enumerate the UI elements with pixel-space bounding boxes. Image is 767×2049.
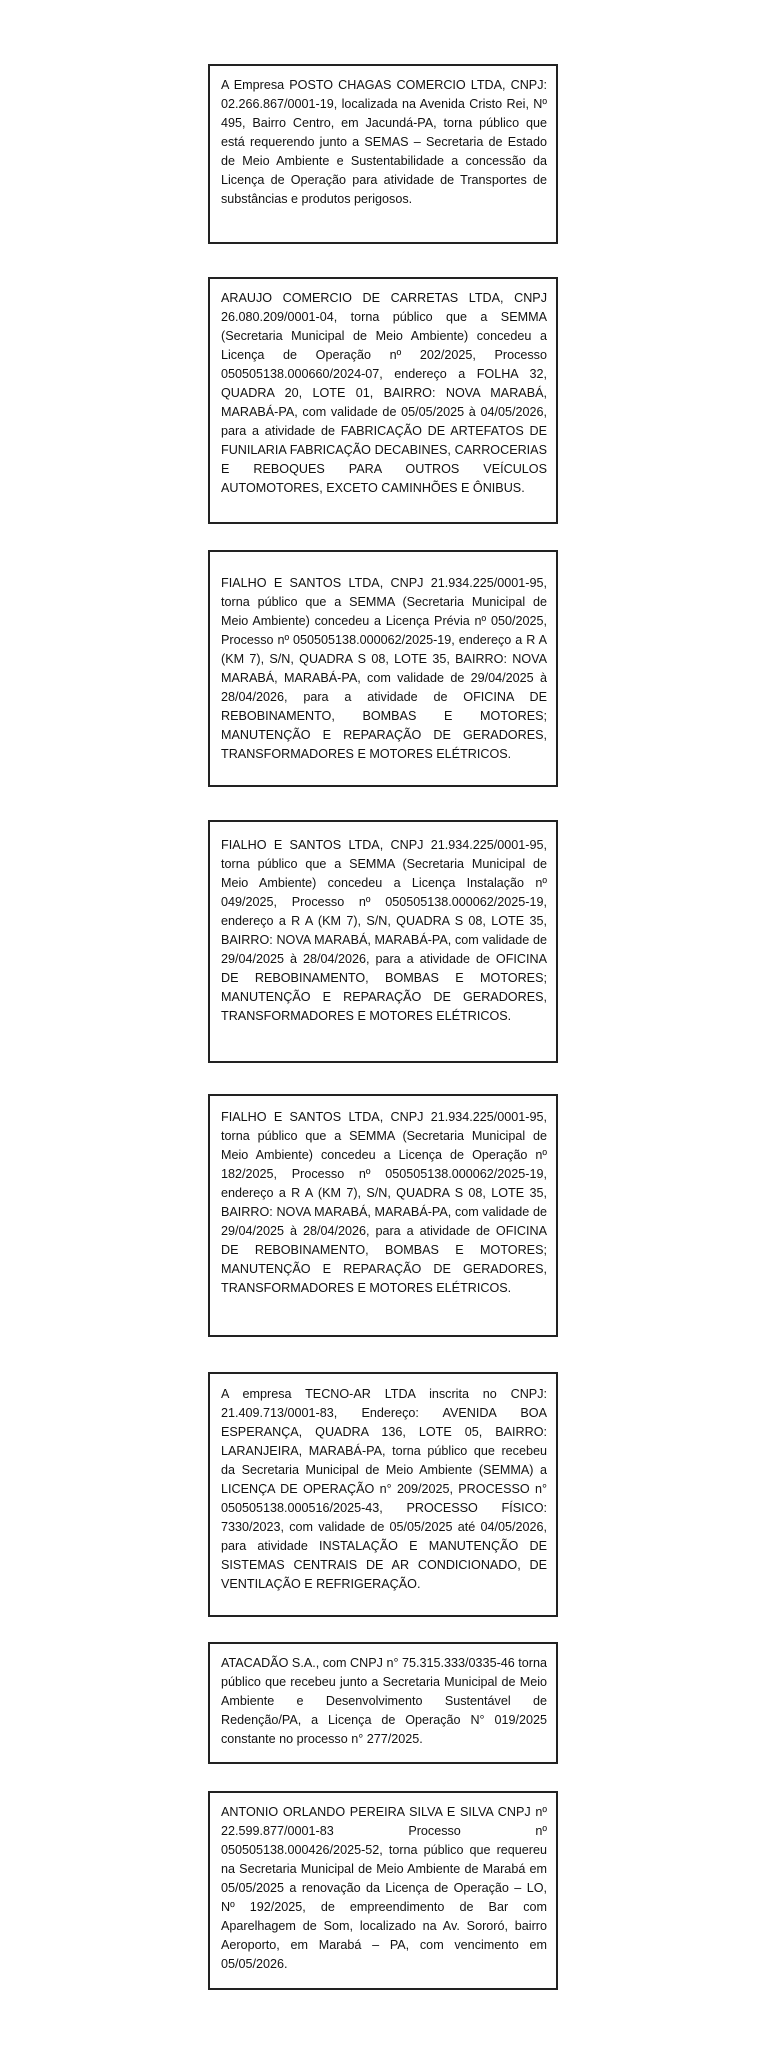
notice-fialho-licenca-instalacao [208, 820, 558, 1063]
notice-text: FIALHO E SANTOS LTDA, CNPJ 21.934.225/0001-95, torna público que a SEMMA (Secretaria Municipal de Meio Ambiente) concedeu a Licença de Operação nº 182/2025, Processo nº 050505138.000062/2025-19, endereço a R A (KM 7), S/N, QUADRA S 08, LOTE 35, BAIRRO: NOVA MARABÁ, MARABÁ-PA, com validade de 29/04/2025 à 28/04/2026, para a atividade de OFICINA DE REBOBINAMENTO, BOMBAS E MOTORES; MANUTENÇÃO E REPARAÇÃO DE GERADORES, TRANSFORMADORES E MOTORES ELÉTRICOS. [221, 1110, 547, 1295]
notice-fialho-licenca-previa [208, 550, 558, 787]
notice-posto-chagas [208, 64, 558, 244]
notice-araujo-carretas [208, 277, 558, 524]
notice-antonio-orlando [208, 1791, 558, 1990]
notice-fialho-licenca-operacao [208, 1094, 558, 1337]
notice-text: ATACADÃO S.A., com CNPJ n° 75.315.333/0335-46 torna público que recebeu junto a Secretaria Municipal de Meio Ambiente e Desenvolvimento Sustentável de Redenção/PA, a Licença de Operação N° 019/2025 constante no processo n° 277/2025. [221, 1656, 547, 1746]
notice-atacadao [208, 1642, 558, 1764]
notice-text: FIALHO E SANTOS LTDA, CNPJ 21.934.225/0001-95, torna público que a SEMMA (Secretaria Municipal de Meio Ambiente) concedeu a Licença Instalação nº 049/2025, Processo nº 050505138.000062/2025-19, endereço a R A (KM 7), S/N, QUADRA S 08, LOTE 35, BAIRRO: NOVA MARABÁ, MARABÁ-PA, com validade de 29/04/2025 à 28/04/2026, para a atividade de OFICINA DE REBOBINAMENTO, BOMBAS E MOTORES; MANUTENÇÃO E REPARAÇÃO DE GERADORES, TRANSFORMADORES E MOTORES ELÉTRICOS. [221, 838, 547, 1023]
notice-text: ARAUJO COMERCIO DE CARRETAS LTDA, CNPJ 26.080.209/0001-04, torna público que a SEMMA (Secretaria Municipal de Meio Ambiente) concedeu a Licença de Operação nº 202/2025, Processo 050505138.000660/2024-07, endereço a FOLHA 32, QUADRA 20, LOTE 01, BAIRRO: NOVA MARABÁ, MARABÁ-PA, com validade de 05/05/2025 à 04/05/2026, para a atividade de FABRICAÇÃO DE ARTEFATOS DE FUNILARIA FABRICAÇÃO DECABINES, CARROCERIAS E REBOQUES PARA OUTROS VEÍCULOS AUTOMOTORES, EXCETO CAMINHÕES E ÔNIBUS. [221, 291, 547, 495]
notice-text: A empresa TECNO-AR LTDA inscrita no CNPJ: 21.409.713/0001-83, Endereço: AVENIDA BOA ESPERANÇA, QUADRA 136, LOTE 05, BAIRRO: LARANJEIRA, MARABÁ-PA, torna público que recebeu da Secretaria Municipal de Meio Ambiente (SEMMA) a LICENÇA DE OPERAÇÃO n° 209/2025, PROCESSO n° 050505138.000516/2025-43, PROCESSO FÍSICO: 7330/2023, com validade de 05/05/2025 até 04/05/2026, para atividade INSTALAÇÃO E MANUTENÇÃO DE SISTEMAS CENTRAIS DE AR CONDICIONADO, DE VENTILAÇÃO E REFRIGERAÇÃO. [221, 1387, 547, 1591]
notice-text: A Empresa POSTO CHAGAS COMERCIO LTDA, CNPJ: 02.266.867/0001-19, localizada na Avenida Cristo Rei, Nº 495, Bairro Centro, em Jacundá-PA, torna público que está requerendo junto a SEMAS – Secretaria de Estado de Meio Ambiente e Sustentabilidade a concessão da Licença de Operação para atividade de Transportes de substâncias e produtos perigosos. [221, 78, 547, 206]
notice-text: ANTONIO ORLANDO PEREIRA SILVA E SILVA CNPJ nº 22.599.877/0001-83 Processo nº 050505138.000426/2025-52, torna público que requereu na Secretaria Municipal de Meio Ambiente de Marabá em 05/05/2025 a renovação da Licença de Operação – LO, Nº 192/2025, de empreendimento de Bar com Aparelhagem de Som, localizado na Av. Sororó, bairro Aeroporto, em Marabá – PA, com vencimento em 05/05/2026. [221, 1805, 547, 1971]
notice-text: FIALHO E SANTOS LTDA, CNPJ 21.934.225/0001-95, torna público que a SEMMA (Secretaria Municipal de Meio Ambiente) concedeu a Licença Prévia nº 050/2025, Processo nº 050505138.000062/2025-19, endereço a R A (KM 7), S/N, QUADRA S 08, LOTE 35, BAIRRO: NOVA MARABÁ, MARABÁ-PA, com validade de 29/04/2025 à 28/04/2026, para a atividade de OFICINA DE REBOBINAMENTO, BOMBAS E MOTORES; MANUTENÇÃO E REPARAÇÃO DE GERADORES, TRANSFORMADORES E MOTORES ELÉTRICOS. [221, 576, 547, 761]
notice-tecno-ar [208, 1372, 558, 1617]
